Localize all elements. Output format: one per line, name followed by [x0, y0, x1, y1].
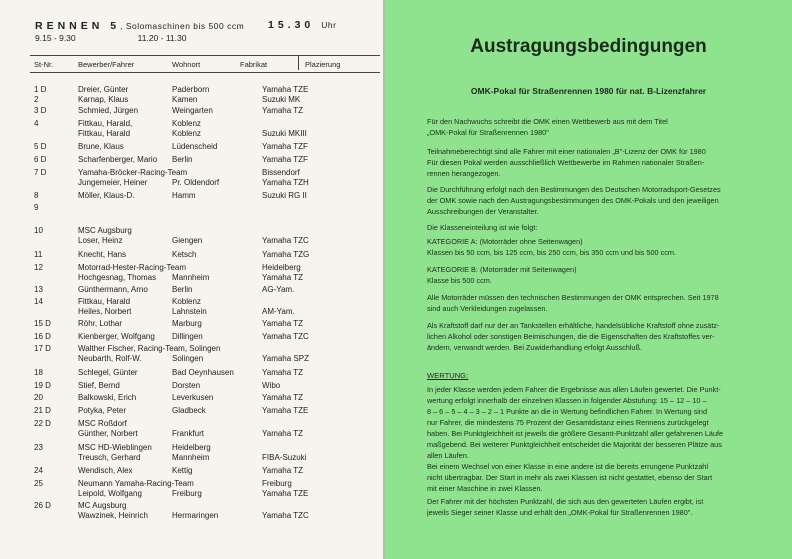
entry-fabrikat: Yamaha TZ	[262, 466, 304, 475]
text-line: nur Fahrer, die mindestens 75 Prozent der Gesamtdistanz eines Rennens zurückgelegt	[427, 418, 709, 427]
paragraph	[427, 222, 789, 233]
text-line: Alle Motorräder müssen den technischen Bestimmungen der OMK entsprechen. Seit 1978	[427, 293, 719, 302]
entry-nr: 15 D	[34, 319, 51, 328]
entry-ort: Koblenz	[172, 119, 201, 128]
entry-nr: 25	[34, 479, 43, 488]
entry-fabrikat: Bissendorf	[262, 168, 300, 177]
left-page	[0, 0, 385, 559]
entry-nr: 7 D	[34, 168, 47, 177]
text-line: Für den Nachwuchs schreibt die OMK einen Wettbewerb aus mit dem Titel	[427, 117, 668, 126]
header-nr: St-Nr.	[34, 60, 54, 69]
text-line: Die Durchführung erfolgt nach den Bestimmungen des Deutschen Motorradsport-Gesetzes	[427, 185, 721, 194]
entry-name: Günther, Norbert	[78, 429, 138, 438]
entry-fabrikat: Yamaha TZ	[262, 368, 304, 377]
session-time-2: 11.20 - 11.30	[137, 33, 187, 43]
entry-fabrikat: Yamaha TZ	[262, 393, 304, 402]
text-line: KATEGORIE A: (Motorräder ohne Seitenwagen)	[427, 237, 583, 246]
header-fabrikat: Fabrikat	[240, 60, 268, 69]
entry-fabrikat: Wibo	[262, 381, 281, 390]
entry-nr: 19 D	[34, 381, 51, 390]
entry-ort: Freiburg	[172, 489, 202, 498]
page-subtitle: OMK-Pokal für Straßenrennen 1980 für nat. B-Lizenzfahrer	[470, 86, 707, 96]
paragraph	[427, 496, 789, 518]
entry-name: Kienberger, Wolfgang	[78, 332, 155, 341]
entry-ort: Berlin	[172, 285, 193, 294]
race-class: , Solomaschinen bis 500 ccm	[120, 21, 245, 31]
entry-nr: 11	[34, 250, 43, 259]
paragraph	[427, 292, 789, 314]
right-page	[385, 0, 792, 559]
entry-name: MC Augsburg	[78, 501, 127, 510]
entry-ort: Koblenz	[172, 297, 201, 306]
column-divider	[298, 56, 299, 70]
entry-name: Fittkau, Harald	[78, 297, 131, 306]
entry-nr: 9	[34, 203, 39, 212]
entry-nr: 18	[34, 368, 43, 377]
entry-fabrikat: Yamaha TZH	[262, 178, 309, 187]
entry-nr: 3 D	[34, 106, 47, 115]
entry-name: Potyka, Peter	[78, 406, 127, 415]
entry-name: Neubarth, Rolf-W.	[78, 354, 142, 363]
entry-fabrikat: Yamaha TZ	[262, 319, 304, 328]
entry-name: Loser, Heinz	[78, 236, 123, 245]
entry-nr: 13	[34, 285, 43, 294]
entry-fabrikat: Yamaha TZ	[262, 273, 304, 282]
entry-name: Hochgesnag, Thomas	[78, 273, 157, 282]
entry-ort: Giengen	[172, 236, 203, 245]
entry-ort: Leverkusen	[172, 393, 214, 402]
entry-fabrikat: AM-Yam.	[262, 307, 295, 316]
paragraph	[427, 320, 789, 353]
entry-nr: 2	[34, 95, 39, 104]
entry-ort: Lahnstein	[172, 307, 207, 316]
session-times	[35, 33, 248, 43]
entry-nr: 12	[34, 263, 43, 272]
text-line: der OMK sowie nach den Austragungsbestimmungen des OMK-Pokals und den jeweiligen	[427, 196, 719, 205]
entry-ort: Weingarten	[172, 106, 213, 115]
header-name: Bewerber/Fahrer	[78, 60, 135, 69]
session-time-1: 9.15 - 9.30	[35, 33, 76, 43]
entry-fabrikat: Yamaha SPZ	[262, 354, 309, 363]
entry-nr: 17 D	[34, 344, 51, 353]
text-line: In jeder Klasse werden jedem Fahrer die Ergebnisse aus allen Läufen gewertet. Die Punkt-	[427, 385, 721, 394]
entry-ort: Koblenz	[172, 129, 201, 138]
paragraph	[427, 146, 789, 179]
text-line: Teilnahmeberechtigt sind alle Fahrer mit einer nationalen „B"-Lizenz der OMK für 1980	[427, 147, 706, 156]
table-rule-header	[30, 72, 380, 73]
entry-ort: Berlin	[172, 155, 193, 164]
race-time-value: 15.30	[268, 19, 315, 31]
entry-name: Fittkau, Harald,	[78, 119, 133, 128]
entry-ort: Kettig	[172, 466, 193, 475]
entry-nr: 24	[34, 466, 43, 475]
entry-fabrikat: Freiburg	[262, 479, 292, 488]
entry-name: MSC Roßdorf	[78, 419, 127, 428]
entry-ort: Hermaringen	[172, 511, 219, 520]
text-line: Die Klasseneinteilung ist wie folgt:	[427, 223, 538, 232]
entry-ort: Hamm	[172, 191, 196, 200]
entry-fabrikat: Suzuki RG II	[262, 191, 307, 200]
entry-name: Stief, Bernd	[78, 381, 120, 390]
entry-nr: 16 D	[34, 332, 51, 341]
text-line: 8 – 6 – 5 – 4 – 3 – 2 – 1 Punkte an die in Wertung befindlichen Fahrer. In Wertung sind	[427, 407, 708, 416]
entry-nr: 8	[34, 191, 39, 200]
entry-nr: 20	[34, 393, 43, 402]
entry-name: Walther Fischer, Racing-Team, Solingen	[78, 344, 221, 353]
entry-ort: Mannheim	[172, 453, 210, 462]
paragraph	[427, 184, 789, 217]
entry-name: Röhr, Lothar	[78, 319, 123, 328]
entry-name: Treusch, Gerhard	[78, 453, 141, 462]
entry-fabrikat: Yamaha TZG	[262, 250, 310, 259]
entry-ort: Mannheim	[172, 273, 210, 282]
entry-name: Knecht, Hans	[78, 250, 127, 259]
text-line: ändern, verwandt werden. Bei Zuwiderhandlung erfolgt Ausschluß.	[427, 343, 642, 352]
entry-ort: Kamen	[172, 95, 198, 104]
entry-name: MSC HD-Wieblingen	[78, 443, 152, 452]
paragraph	[427, 116, 789, 138]
entry-nr: 5 D	[34, 142, 47, 151]
entry-ort: Pr. Oldendorf	[172, 178, 220, 187]
text-line: KATEGORIE B: (Motorräder mit Seitenwagen)	[427, 265, 577, 274]
entry-name: Jungemeier, Heiner	[78, 178, 148, 187]
entry-fabrikat: Yamaha TZF	[262, 142, 308, 151]
entry-fabrikat: AG-Yam.	[262, 285, 295, 294]
text-line: Klassen bis 50 ccm, bis 125 ccm, bis 250 ccm, bis 350 ccm und bis 500 ccm.	[427, 248, 677, 257]
entry-fabrikat: Suzuki MKIII	[262, 129, 307, 138]
entry-ort: Bad Oeynhausen	[172, 368, 234, 377]
entry-name: Dreier, Günter	[78, 85, 129, 94]
paragraph	[427, 461, 789, 494]
entry-ort: Heidelberg	[172, 443, 211, 452]
entry-fabrikat: Suzuki MK	[262, 95, 301, 104]
text-line: Klasse bis 500 ccm.	[427, 276, 492, 285]
entry-nr: 10	[34, 226, 43, 235]
entry-ort: Solingen	[172, 354, 204, 363]
paragraph	[427, 236, 789, 258]
entry-ort: Lüdenscheid	[172, 142, 218, 151]
text-line: Der Fahrer mit der höchsten Punktzahl, die sich aus den gewerteten Läufen ergibt, ist	[427, 497, 704, 506]
entry-nr: 1 D	[34, 85, 47, 94]
entry-fabrikat: Yamaha TZC	[262, 236, 309, 245]
entry-name: Heiles, Norbert	[78, 307, 132, 316]
text-line: wertung erfolgt innerhalb der einzelnen Klassen in folgender Abstufung: 15 – 12 – 10 –	[427, 396, 707, 405]
entry-fabrikat: FIBA-Suzuki	[262, 453, 307, 462]
entry-name: Möller, Klaus-D.	[78, 191, 135, 200]
text-line: rennen herangezogen.	[427, 169, 501, 178]
entry-name: Schmied, Jürgen	[78, 106, 139, 115]
page-title: Austragungsbedingungen	[470, 36, 707, 57]
text-line: Ausschreibungen der Veranstalter.	[427, 207, 539, 216]
text-line: haben. Bei Punktgleichheit ist jeweils die größere Gesamt-Punktzahl aller gefahrenen Läufe	[427, 429, 724, 438]
text-line: „OMK-Pokal für Straßenrennen 1980"	[427, 128, 549, 137]
text-line: mit einer Maschine in zwei Klassen.	[427, 484, 543, 493]
entry-nr: 21 D	[34, 406, 51, 415]
entry-nr: 6 D	[34, 155, 47, 164]
wertung-heading: WERTUNG:	[427, 371, 469, 380]
entry-name: Wendisch, Alex	[78, 466, 133, 475]
text-line: allen Läufen.	[427, 451, 469, 460]
paragraph	[427, 384, 789, 461]
entry-nr: 14	[34, 297, 43, 306]
race-heading	[35, 20, 244, 32]
race-label: RENNEN 5	[35, 20, 121, 32]
entry-name: Neumann Yamaha-Racing-Team	[78, 479, 194, 488]
entry-name: Motorrad-Hester-Racing-Team	[78, 263, 187, 272]
entry-nr: 4	[34, 119, 39, 128]
entry-name: Fittkau, Harald	[78, 129, 131, 138]
entry-nr: 22 D	[34, 419, 51, 428]
entry-name: Scharfenberger, Mario	[78, 155, 158, 164]
entry-fabrikat: Yamaha TZE	[262, 406, 309, 415]
entry-fabrikat: Yamaha TZC	[262, 332, 309, 341]
entry-name: Yamaha-Bröcker-Racing-Team	[78, 168, 188, 177]
header-ort: Wohnort	[172, 60, 201, 69]
entry-name: Brune, Klaus	[78, 142, 124, 151]
entry-ort: Dorsten	[172, 381, 201, 390]
entry-fabrikat: Yamaha TZF	[262, 155, 308, 164]
entry-fabrikat: Yamaha TZE	[262, 489, 309, 498]
entry-nr: 26 D	[34, 501, 51, 510]
entry-name: MSC Augsburg	[78, 226, 132, 235]
text-line: Für diesen Pokal werden ausschließlich Wettbewerbe im Rahmen nationaler Straßen-	[427, 158, 705, 167]
entry-nr: 23	[34, 443, 43, 452]
race-time-unit: Uhr	[321, 20, 337, 30]
text-line: maßgebend. Bei weiterer Punktgleichheit entscheidet die Majorität der besseren Plätze aus	[427, 440, 722, 449]
entry-fabrikat: Yamaha TZ	[262, 429, 304, 438]
entry-name: Leipold, Wolfgang	[78, 489, 142, 498]
text-line: sind auch Verkleidungen zugelassen.	[427, 304, 548, 313]
entry-ort: Ketsch	[172, 250, 197, 259]
entry-ort: Gladbeck	[172, 406, 206, 415]
paragraph	[427, 264, 789, 286]
entry-ort: Marburg	[172, 319, 202, 328]
entry-fabrikat: Yamaha TZC	[262, 511, 309, 520]
entry-ort: Frankfurt	[172, 429, 205, 438]
entry-fabrikat: Heidelberg	[262, 263, 301, 272]
text-line: Bei einem Wechsel von einer Klasse in eine andere ist die bereits errungene Punktzahl	[427, 462, 708, 471]
entry-ort: Paderborn	[172, 85, 210, 94]
entry-name: Balkowski, Erich	[78, 393, 137, 402]
entry-name: Schlegel, Günter	[78, 368, 138, 377]
entry-name: Günthermann, Arno	[78, 285, 148, 294]
entry-fabrikat: Yamaha TZE	[262, 85, 309, 94]
text-line: nicht übertragbar. Der Start in mehr als zwei Klassen ist nicht gestattet, ebenso der Start	[427, 473, 713, 482]
text-line: jeweils Sieger seiner Klasse und erhält den „OMK-Pokal für Straßenrennen 1980".	[427, 508, 693, 517]
text-line: Als Kraftstoff darf nur der an Tankstellen erhältliche, handelsübliche Kraftstoff ohne zusätz-	[427, 321, 720, 330]
table-rule-top	[30, 55, 380, 56]
entry-name: Wawzinek, Heinrich	[78, 511, 148, 520]
header-platz: Plazierung	[305, 60, 341, 69]
entry-fabrikat: Yamaha TZ	[262, 106, 304, 115]
text-line: lichen Alkohol oder sonstigen Beimischungen, die die Eigenschaften des Kraftstoffes ver-	[427, 332, 715, 341]
entry-name: Karnap, Klaus	[78, 95, 129, 104]
race-time	[268, 19, 336, 31]
entry-ort: Dillingen	[172, 332, 203, 341]
